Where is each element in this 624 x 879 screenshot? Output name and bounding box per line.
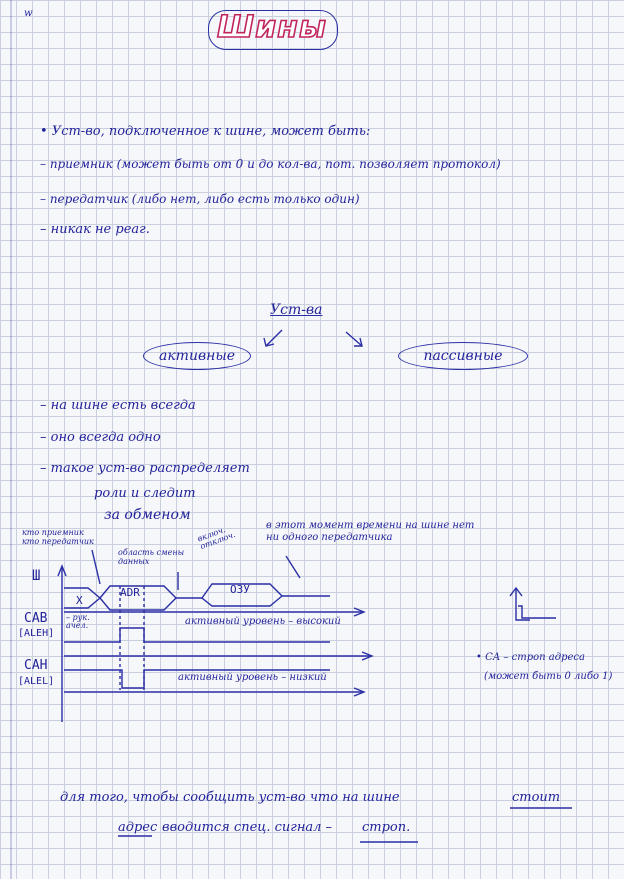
conclusion-line2-c: строп. [362,820,411,835]
annotation-data-area: область смены данных [118,548,185,566]
segment-x: X [76,594,83,607]
conclusion-line1-b: стоит [512,790,561,805]
annotation-arrow [92,550,100,584]
label-cab: САВ [24,611,48,626]
active-prop-2: – оно всегда одно [40,430,161,445]
bus-ozu-segment [202,584,282,606]
side-note-line2: (может быть 0 либо 1) [484,671,613,682]
active-devices-label: активные [158,348,236,364]
cab-left-note: – рук. ачел. [66,613,90,630]
devices-heading: Уст-ва [270,302,323,318]
side-note-line1: • СА – строп адреса [476,652,585,663]
cab-level-note: активный уровень – высокий [185,616,341,627]
bus-adr-segment [100,586,176,610]
active-prop-5: за обменом [104,507,191,523]
label-cah: САН [24,658,48,673]
bus-x-segment [64,588,100,608]
active-prop-4: роли и следит [94,486,196,501]
intro-item-receiver: – приемник (может быть от 0 и до кол-ва, пот. позволяет протокол) [40,157,501,171]
active-prop-1: – на шине есть всегда [40,398,196,413]
label-cah-tag: [ALEL] [18,676,55,687]
segment-adr: ADR [120,586,140,599]
label-bus: Ш [32,568,41,584]
annotation-rx-tx: кто приемник кто передатчик [22,528,94,546]
annotation-switching: включ. отключ. [196,525,237,552]
cab-signal [64,628,330,642]
intro-lead: • Уст-во, подключенное к шине, может быть: [40,124,371,139]
conclusion-line2-b: вводится спец. сигнал – [162,820,333,835]
label-cab-tag: [ALEH] [18,628,55,639]
intro-item-none: – никак не реаг. [40,222,150,237]
cah-level-note: активный уровень – низкий [178,672,327,683]
annotation-no-transmitter: в этот момент времени на шине нет ни одного передатчика [266,520,475,543]
conclusion-line2-a: адрес [118,820,158,835]
intro-item-transmitter: – передатчик (либо нет, либо есть только один) [40,192,360,206]
page-title: Шины [217,10,327,45]
active-prop-3: – такое уст-во распределяет [40,461,250,476]
side-sketch [516,588,530,620]
passive-devices-label: пассивные [423,348,503,364]
cah-signal [64,670,330,688]
page-corner-mark: w [24,8,33,19]
conclusion-line1-a: для того, чтобы сообщить уст-во что на шине [60,790,400,805]
segment-ozu: ОЗУ [230,583,250,596]
classification-arrow-left [266,330,282,346]
